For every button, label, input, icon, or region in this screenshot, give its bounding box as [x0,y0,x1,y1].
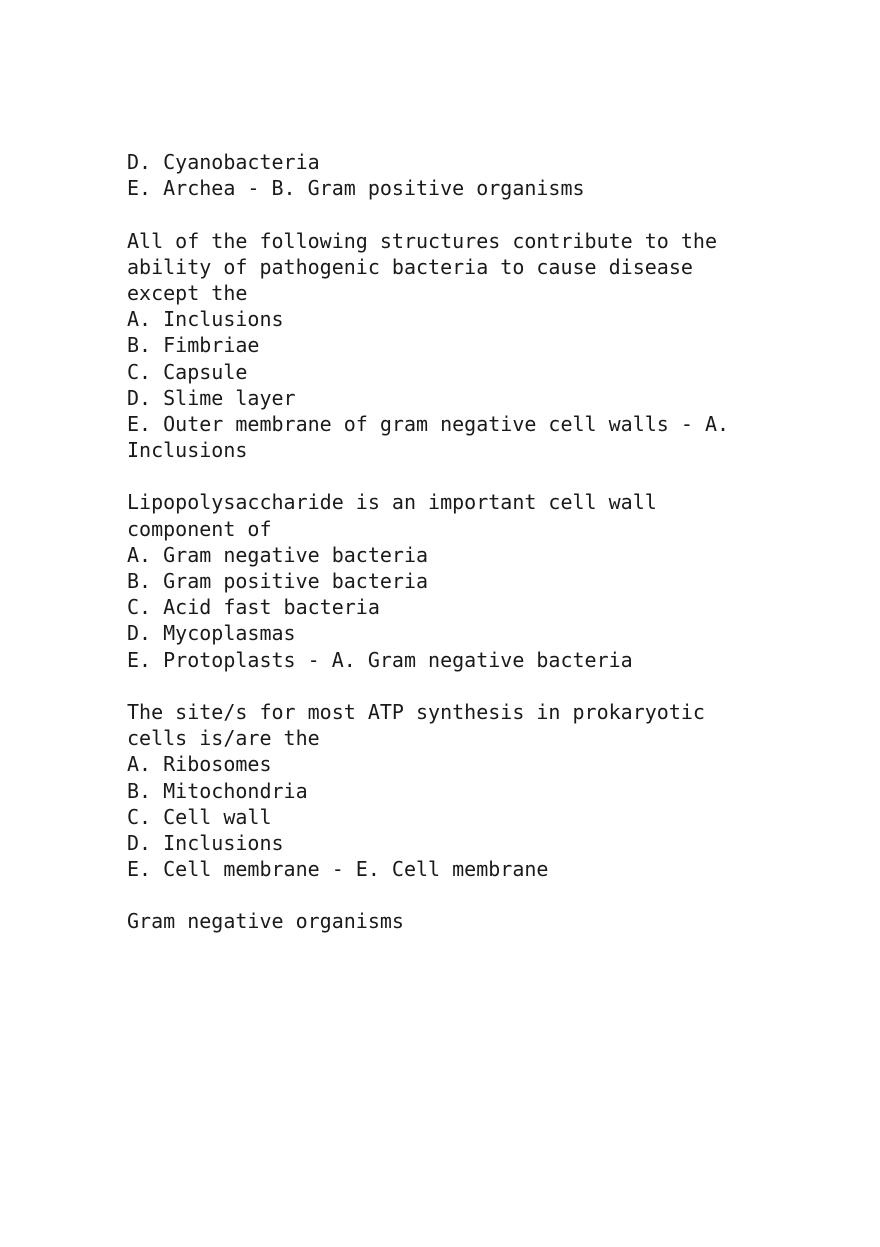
question-line: cells is/are the [127,726,320,751]
question-line: All of the following structures contribute to the [127,228,718,253]
document-page [127,149,827,935]
question-line: except the [127,280,248,305]
option-line: B. Gram positive bacteria [127,569,429,593]
question-line: Lipopolysaccharide is an important cell wall [127,490,657,515]
block-spacer [127,882,827,908]
block-spacer [127,463,827,489]
question-line: The site/s for most ATP synthesis in prokaryotic [127,699,705,724]
text-line: E. Archea - B. Gram positive organisms [127,176,585,201]
answer-line: Inclusions [127,438,248,463]
flashcard-block-lipopolysaccharide [127,489,827,672]
option-line: D. Slime layer [127,385,296,410]
option-line: D. Inclusions [127,830,284,855]
option-line: C. Cell wall [127,804,272,829]
question-line: Gram negative organisms [127,909,404,934]
option-line: D. Mycoplasmas [127,621,296,646]
option-line: A. Inclusions [127,307,284,332]
option-line: A. Gram negative bacteria [127,542,429,567]
option-line: C. Acid fast bacteria [127,595,380,620]
option-line: E. Protoplasts - A. Gram negative bacteria [127,647,633,672]
flashcard-block-gram-negative [127,908,827,934]
option-line: C. Capsule [127,359,248,384]
flashcard-block-pathogenic-structures [127,228,827,464]
question-line: component of [127,516,272,541]
text-line: D. Cyanobacteria [127,150,320,174]
flashcard-block-cyanobacteria [127,149,827,201]
option-line: B. Fimbriae [127,333,260,358]
block-spacer [127,201,827,227]
question-line: ability of pathogenic bacteria to cause disease [127,254,693,279]
option-line: E. Outer membrane of gram negative cell walls - A. [127,411,730,436]
option-line: B. Mitochondria [127,778,308,803]
option-line: A. Ribosomes [127,752,272,777]
block-spacer [127,673,827,699]
flashcard-block-atp-synthesis [127,699,827,882]
option-line: E. Cell membrane - E. Cell membrane [127,857,549,882]
